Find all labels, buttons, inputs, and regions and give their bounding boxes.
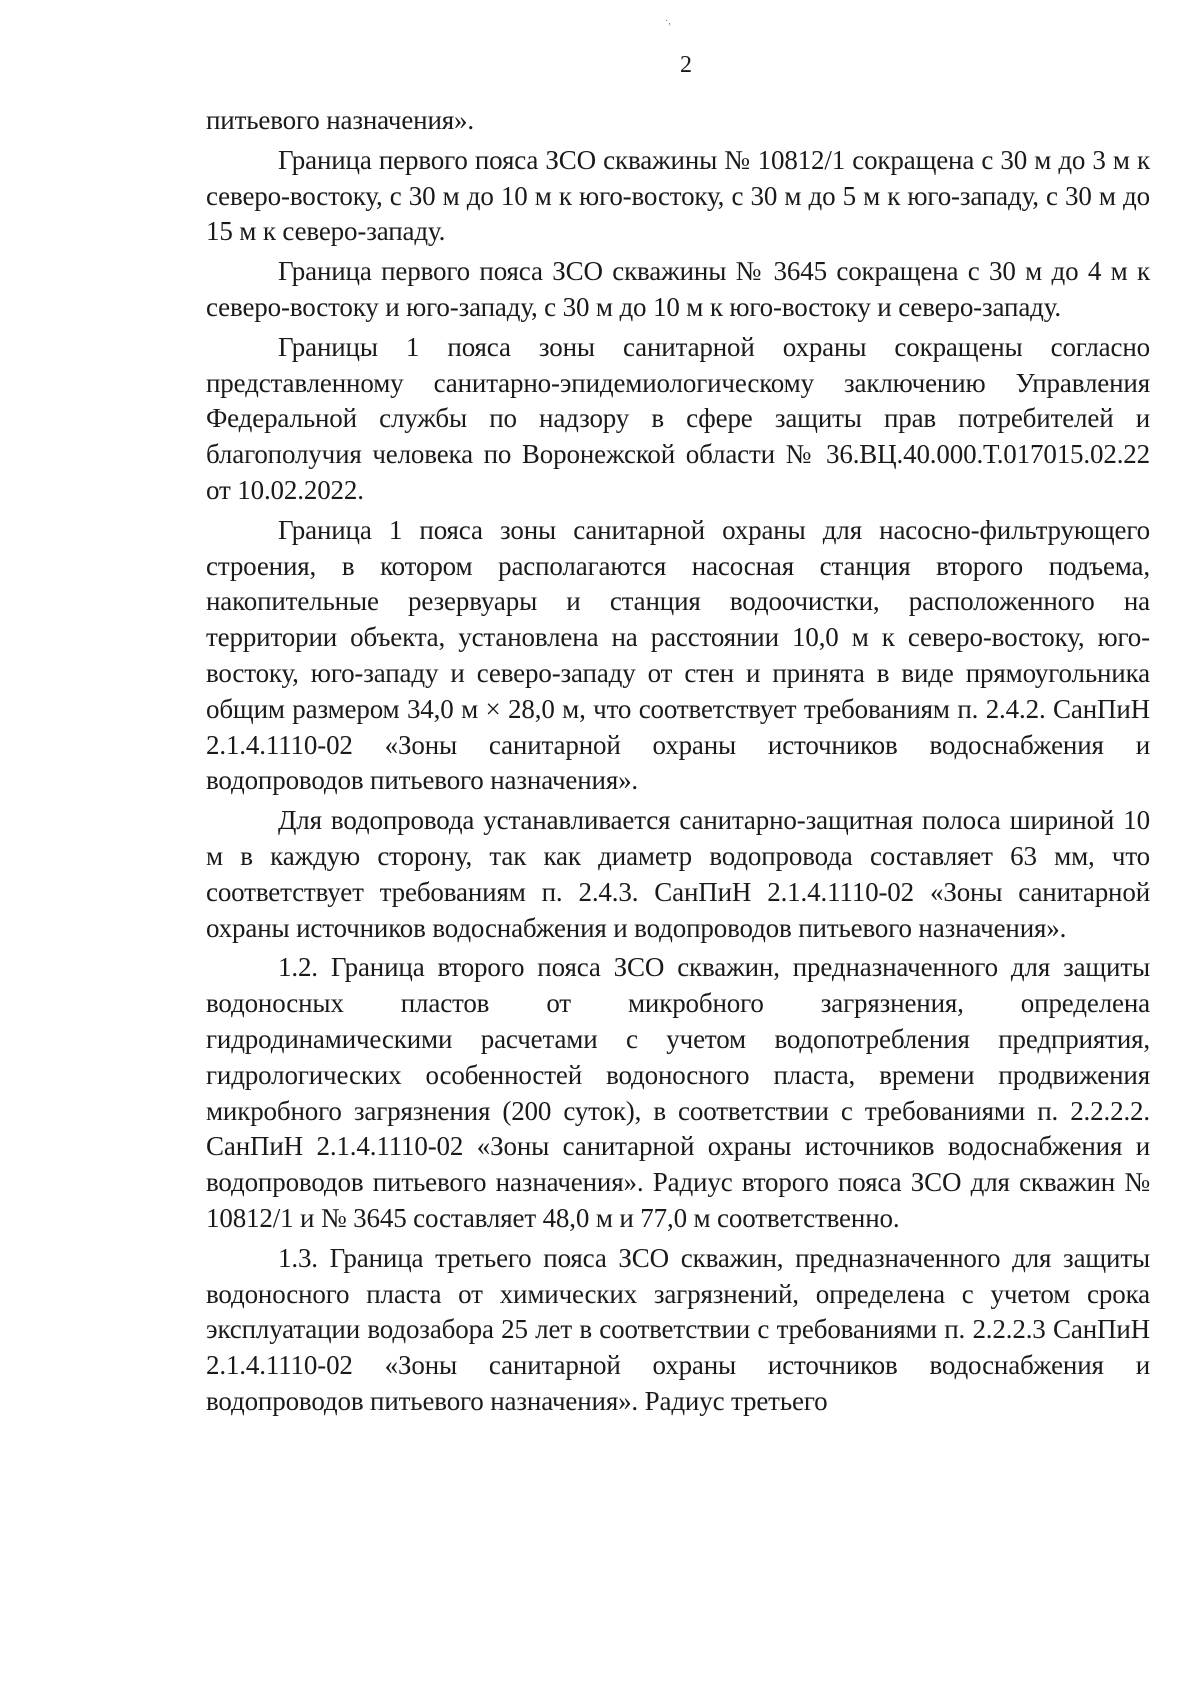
paragraph-continuation: питьевого назначения». — [206, 105, 474, 135]
paragraph-section-1-2: 1.2. Граница второго пояса ЗСО скважин, предназначенного для защиты водоносных пластов от микробного загрязнения, определена гидродинамическими расчетами с учетом водопотребления предприятия, гидрологических особенностей водоносного пласта, времени продвижения микробного загрязнения (200 суток), в соответствии с требованиями п. 2.2.2.2. СанПиН 2.1.4.1110-02 «Зоны санитарной охраны источников водоснабжения и водопроводов питьевого назначения». Радиус второго пояса ЗСО для скважин № 10812/1 и № 3645 составляет 48,0 м и 77,0 м соответственно. — [206, 952, 1150, 1233]
paragraph-well-3645-boundary: Граница первого пояса ЗСО скважины № 3645 сокращена с 30 м до 4 м к северо-востоку и юго-западу, с 30 м до 10 м к юго-востоку и северо-западу. — [206, 256, 1150, 322]
paragraph-section-1-3: 1.3. Граница третьего пояса ЗСО скважин, предназначенного для защиты водоносного пласта от химических загрязнений, определена с учетом срока эксплуатации водозабора 25 лет в соответствии с требованиями п. 2.2.2.3 СанПиН 2.1.4.1110-02 «Зоны санитарной охраны источников водоснабжения и водопроводов питьевого назначения». Радиус третьего — [206, 1242, 1150, 1416]
scan-mark: ·, — [665, 16, 671, 27]
page-number: 2 — [680, 52, 692, 78]
paragraph-pump-building-zone: Граница 1 пояса зоны санитарной охраны для насосно-фильтрующего строения, в котором располагаются насосная станция второго подъема, накопительные резервуары и станция водоочистки, расположенного на территории объекта, установлена на расстоянии 10,0 м к северо-востоку, юго-востоку, юго-западу и северо-западу от стен и принята в виде прямоугольника общим размером 34,0 м × 28,0 м, что соответствует требованиям п. 2.4.2. СанПиН 2.1.4.1110-02 «Зоны санитарной охраны источников водоснабжения и водопроводов питьевого назначения». — [206, 514, 1150, 796]
paragraph-well-10812-boundary: Граница первого пояса ЗСО скважины № 10812/1 сокращена с 30 м до 3 м к северо-востоку, с 30 м до 10 м к юго-востоку, с 30 м до 5 м к юго-западу, с 30 м до 15 м к северо-западу. — [206, 144, 1150, 247]
paragraph-zone-1-reduction: Границы 1 пояса зоны санитарной охраны сокращены согласно представленному санитарно-эпидемиологическому заключению Управления Федеральной службы по надзору в сфере защиты прав потребителей и благополучия человека по Воронежской области № 36.ВЦ.40.000.Т.017015.02.22 от 10.02.2022. — [206, 331, 1150, 505]
paragraph-water-pipe-strip: Для водопровода устанавливается санитарно-защитная полоса шириной 10 м в каждую сторону, так как диаметр водопровода составляет 63 мм, что соответствует требованиям п. 2.4.3. СанПиН 2.1.4.1110-02 «Зоны санитарной охраны источников водоснабжения и водопроводов питьевого назначения». — [206, 805, 1150, 943]
document-body — [206, 103, 1150, 1420]
